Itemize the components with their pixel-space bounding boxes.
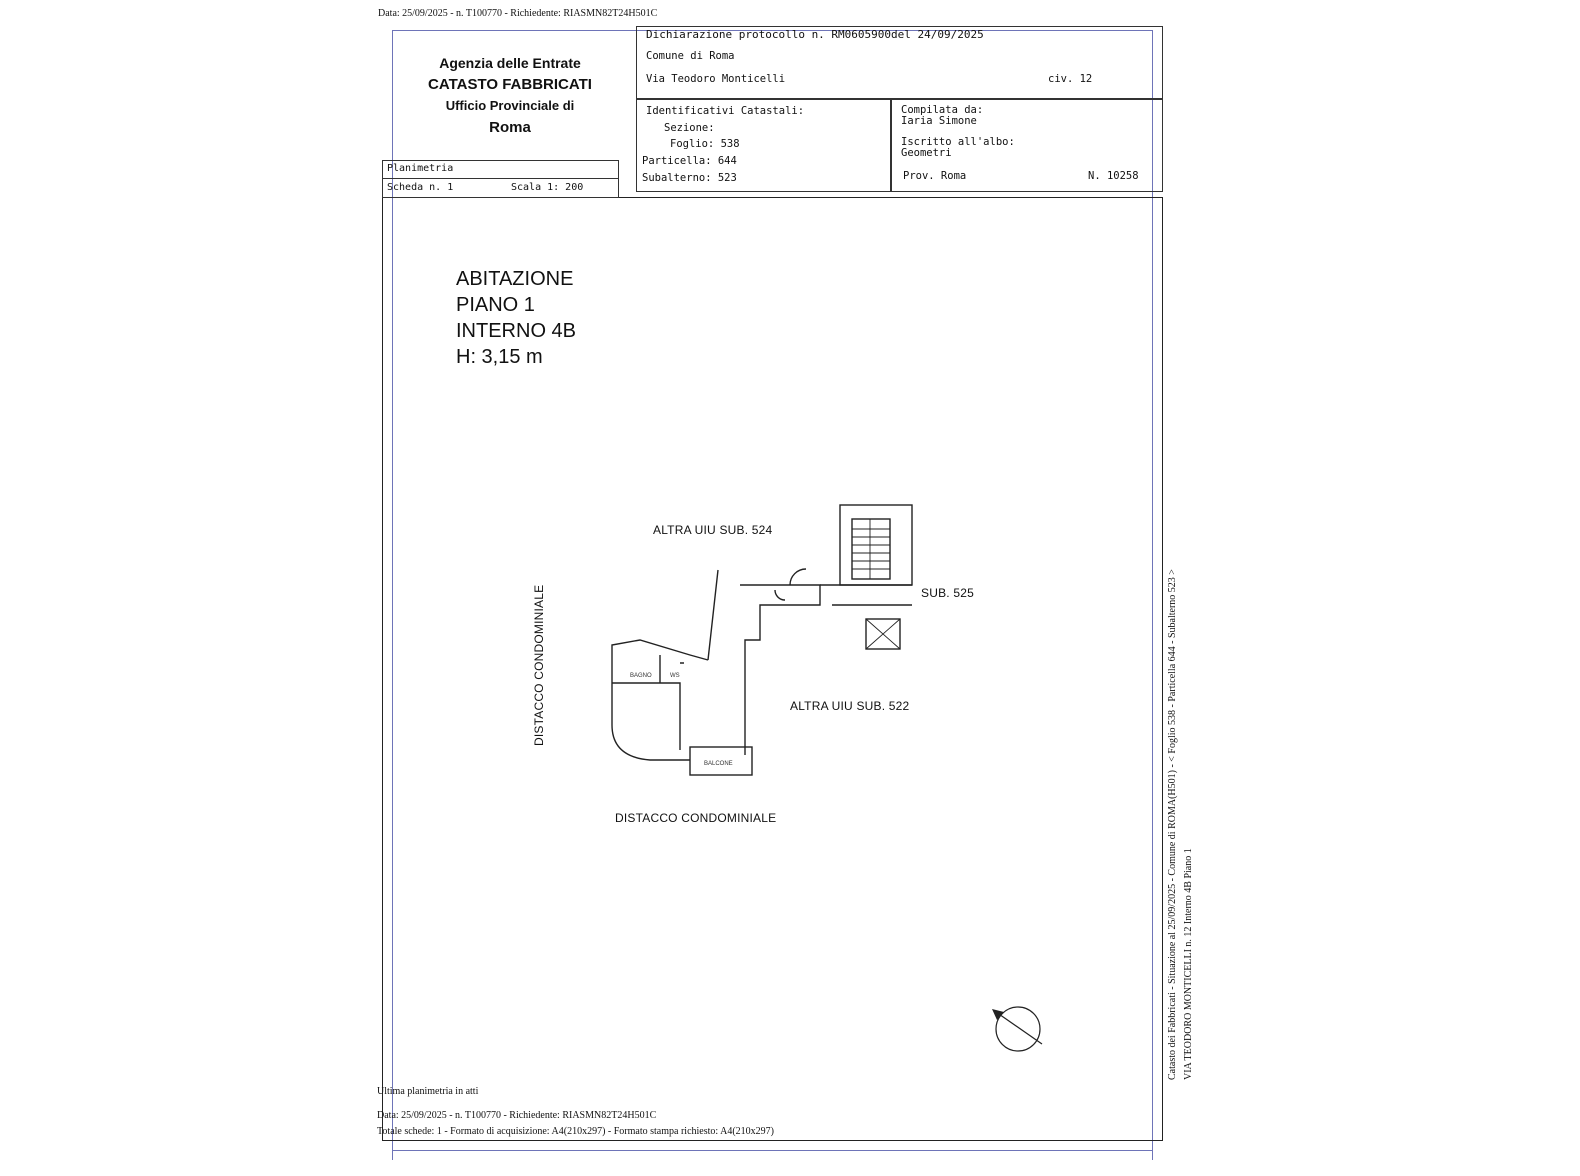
scala-label: Scala 1: 200 <box>511 182 584 193</box>
agency-block <box>420 52 600 140</box>
iscritto-label: Iscritto all'albo: <box>901 136 1015 148</box>
landing-walls <box>820 585 912 605</box>
unit-info <box>456 266 576 370</box>
planimetria-box <box>382 160 619 179</box>
compilata-label: Compilata da: <box>901 104 984 116</box>
via-label: Via Teodoro Monticelli <box>646 73 786 85</box>
footer-ultima: Ultima planimetria in atti <box>377 1086 479 1097</box>
footer-totale: Totale schede: 1 - Formato di acquisizione: A4(210x297) - Formato stampa richiesto: A4(210x297) <box>377 1126 774 1137</box>
bath-walls <box>612 655 684 750</box>
agency-name: Agenzia delle Entrate <box>439 55 581 71</box>
particella-label: Particella: 644 <box>642 155 737 167</box>
ufficio-label: Ufficio Provinciale di <box>445 98 575 113</box>
albo-number: N. 10258 <box>1088 170 1139 182</box>
albo-label: Geometri <box>901 147 952 159</box>
staircase-well <box>852 519 890 579</box>
lift-cross <box>866 619 900 649</box>
scheda-box <box>382 178 619 198</box>
footer-data: Data: 25/09/2025 - n. T100770 - Richiedente: RIASMN82T24H501C <box>377 1110 657 1121</box>
unit-interno: INTERNO 4B <box>456 320 577 342</box>
side-text-line2: VIA TEODORO MONTICELLI n. 12 Interno 4B Piano 1 <box>1183 848 1194 1080</box>
planimetria-label: Planimetria <box>387 163 454 174</box>
floor-plan <box>600 495 930 785</box>
balcone-label: BALCONE <box>704 761 733 767</box>
prov-label: Prov. Roma <box>903 170 967 182</box>
protocol-label: Dichiarazione protocollo n. RM0605900del 24/09/2025 <box>646 28 984 41</box>
top-header-line: Data: 25/09/2025 - n. T100770 - Richiedente: RIASMN82T24H501C <box>378 8 658 19</box>
foglio-label: Foglio: 538 <box>670 138 740 150</box>
blue-frame-bottom <box>392 1150 1152 1151</box>
label-distacco-left: DISTACCO CONDOMINIALE <box>532 584 546 746</box>
bagno-label: BAGNO <box>630 673 652 679</box>
side-text-line1: Catasto dei Fabbricati - Situazione al 25/09/2025 - Comune di ROMA(H501) - < Foglio 538 - Particella 644 - Subalterno 523 > <box>1167 569 1178 1080</box>
subalterno-label: Subalterno: 523 <box>642 172 737 184</box>
ws-label: WS <box>670 673 680 679</box>
entrance-walls <box>708 570 820 755</box>
label-altra-524: ALTRA UIU SUB. 524 <box>653 523 773 537</box>
label-distacco-bottom: DISTACCO CONDOMINIALE <box>615 811 777 825</box>
unit-floor: PIANO 1 <box>456 294 535 316</box>
catasto-title: CATASTO FABBRICATI <box>428 76 592 93</box>
stair-steps <box>852 519 890 579</box>
scheda-label: Scheda n. 1 <box>387 182 454 193</box>
unit-height: H: 3,15 m <box>456 346 543 368</box>
unit-type: ABITAZIONE <box>456 268 574 290</box>
inner-door-swing <box>775 590 785 600</box>
ufficio-city: Roma <box>489 119 531 136</box>
comune-label: Comune di Roma <box>646 50 735 62</box>
civ-label: civ. 12 <box>1048 73 1093 85</box>
identificativi-title: Identificativi Catastali: <box>646 105 805 117</box>
entrance-door-swing <box>790 569 806 585</box>
compilata-name: Iaria Simone <box>901 115 977 127</box>
label-sub-525: SUB. 525 <box>921 586 974 600</box>
north-arrow-icon <box>988 1002 1048 1056</box>
sezione-label: Sezione: <box>664 122 715 134</box>
label-altra-522: ALTRA UIU SUB. 522 <box>790 699 910 713</box>
